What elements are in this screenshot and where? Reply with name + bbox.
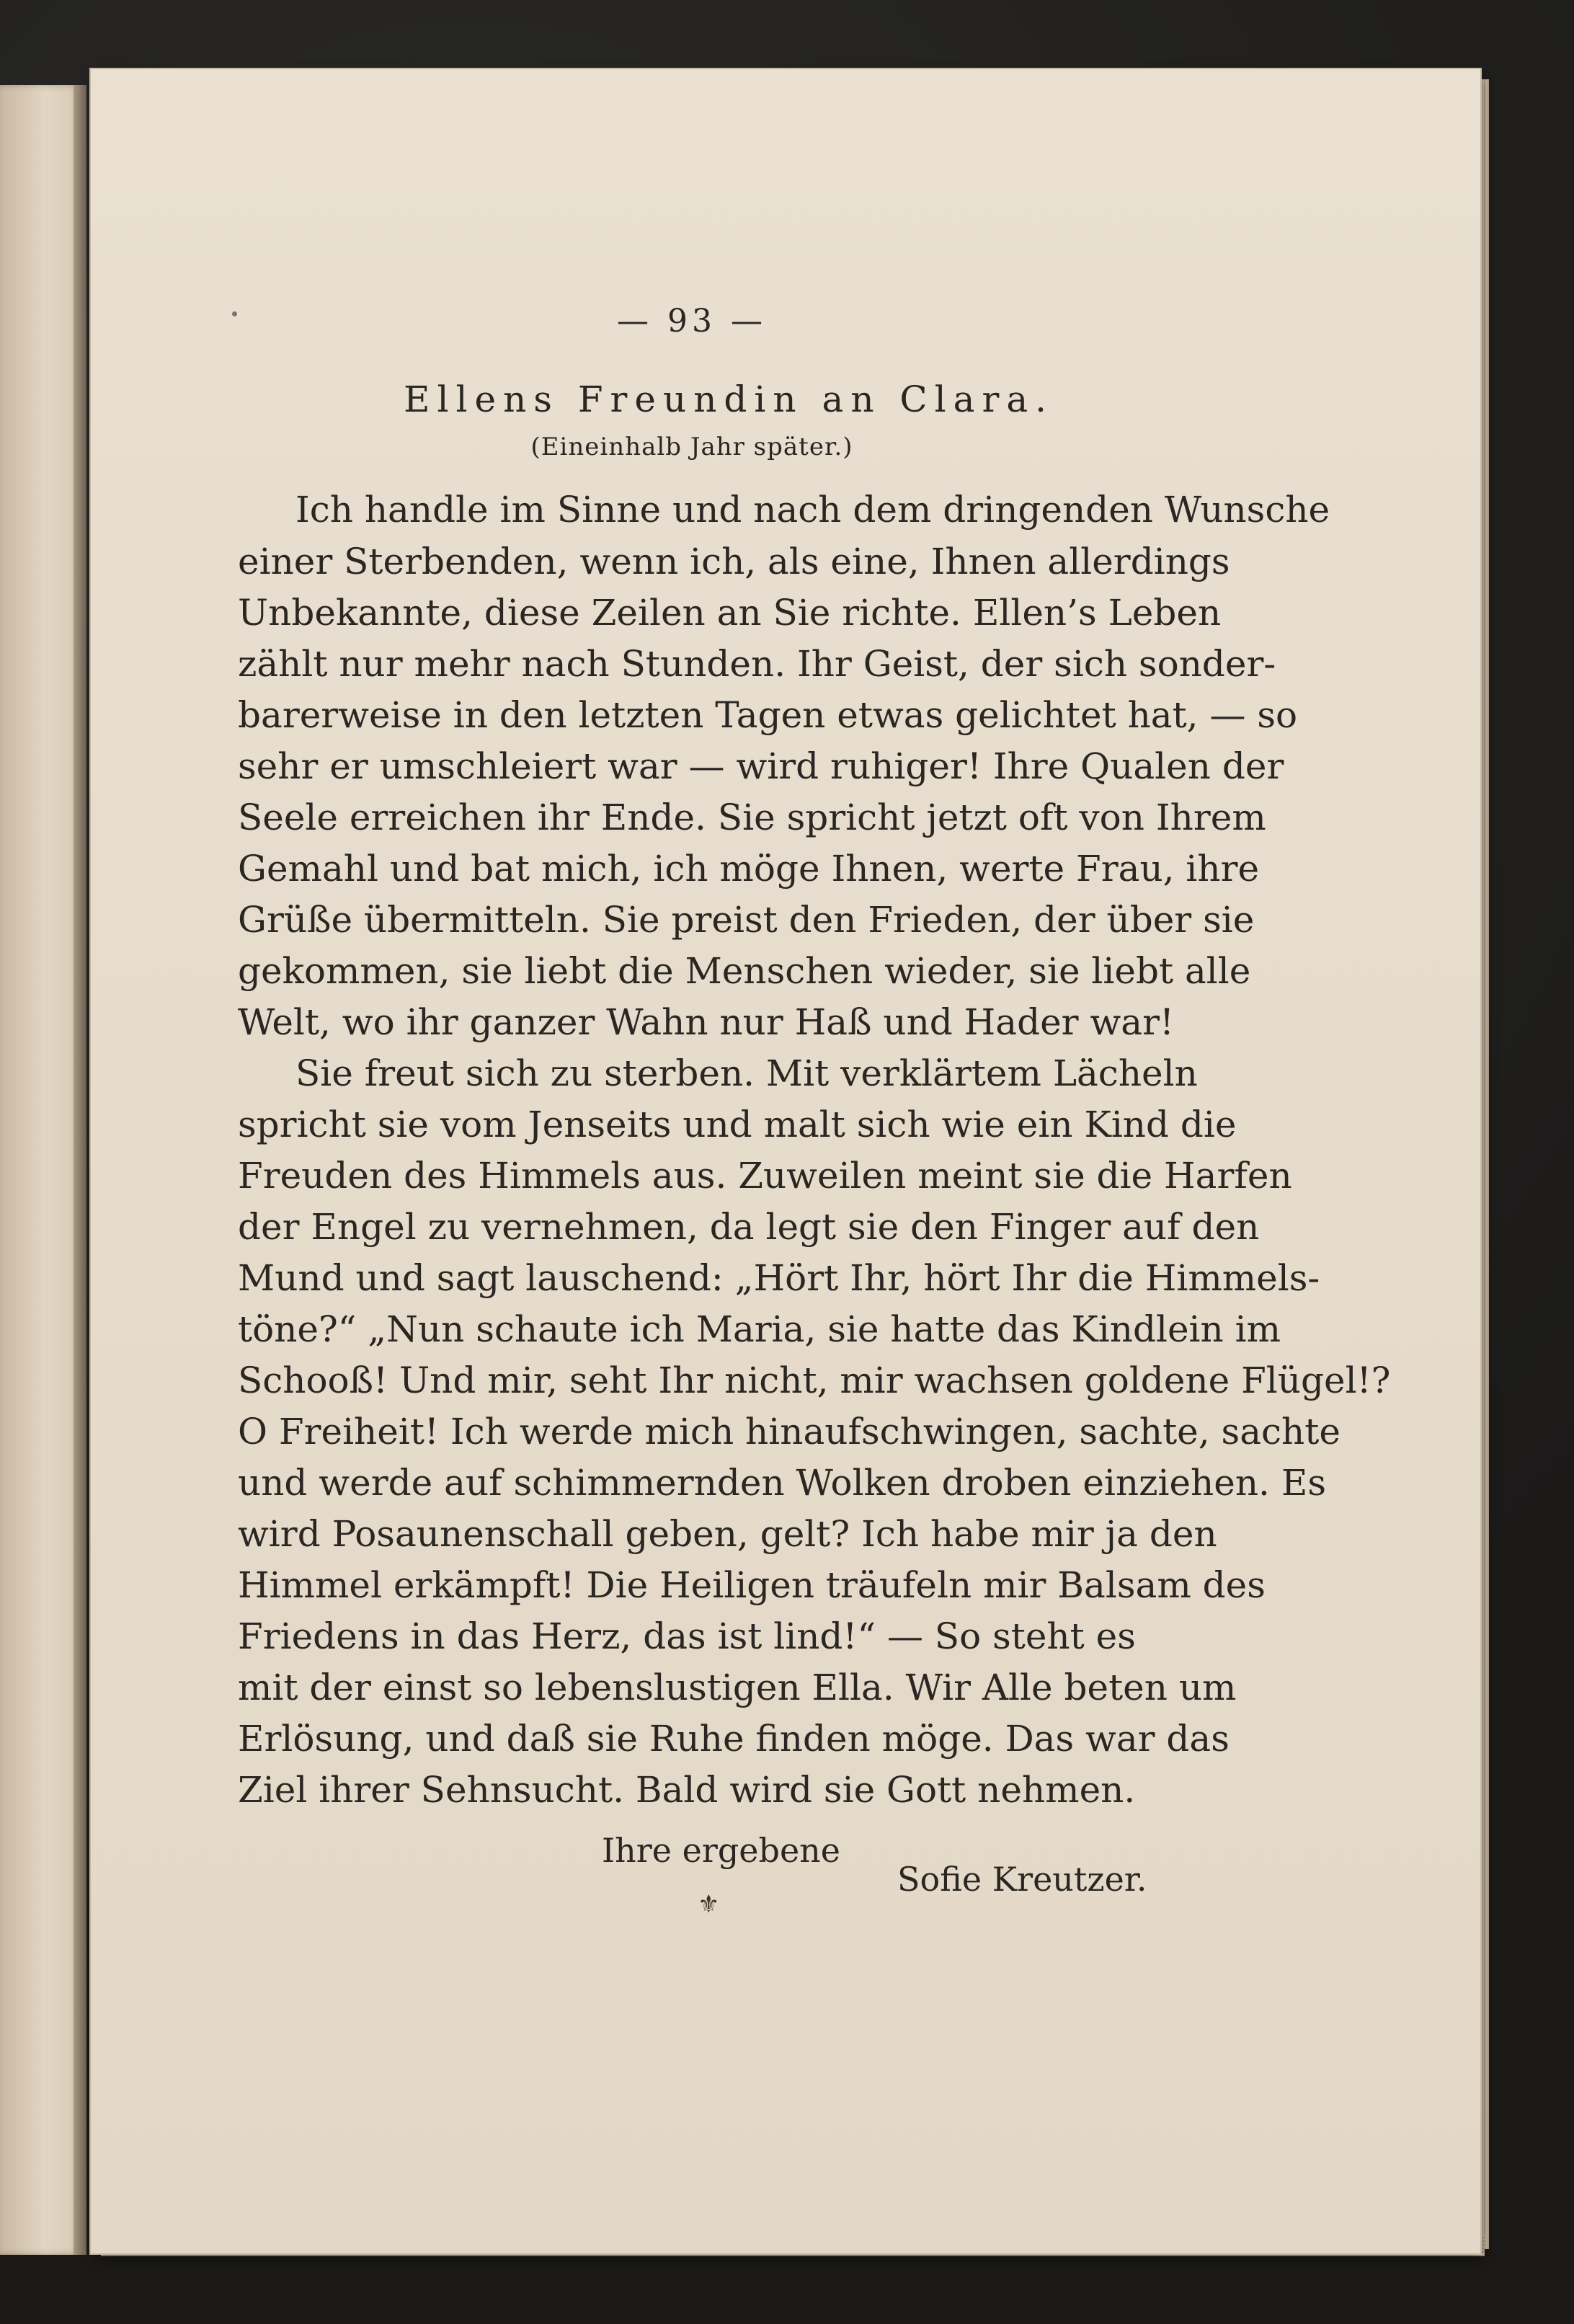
body-line: spricht sie vom Jenseits und malt sich wie ein Kind die [238, 1104, 1237, 1145]
body-line: sehr er umschleiert war — wird ruhiger! Ihre Qualen der [238, 745, 1284, 787]
body-line: gekommen, sie liebt die Menschen wieder, sie liebt alle [238, 950, 1251, 992]
body-line: Welt, wo ihr ganzer Wahn nur Haß und Hader war! [238, 1001, 1175, 1043]
letter-subheading: (Eineinhalb Jahr später.) [530, 433, 853, 461]
ornament-icon: ⚜ [698, 1890, 720, 1919]
body-line: zählt nur mehr nach Stunden. Ihr Geist, der sich sonder- [238, 643, 1276, 685]
body-line: Sie freut sich zu sterben. Mit verklärtem Lächeln [295, 1052, 1198, 1094]
body-line: Freuden des Himmels aus. Zuweilen meint sie die Harfen [238, 1155, 1292, 1197]
body-line: mit der einst so lebenslustigen Ella. Wir Alle beten um [238, 1667, 1237, 1708]
body-line: wird Posaunenschall geben, gelt? Ich habe mir ja den [238, 1513, 1217, 1555]
letter-signature: Sofie Kreutzer. [897, 1860, 1147, 1899]
body-line: Schooß! Und mir, seht Ihr nicht, mir wachsen goldene Flügel!? [238, 1360, 1391, 1401]
body-line: einer Sterbenden, wenn ich, als eine, Ihnen allerdings [238, 541, 1230, 582]
body-line: barerweise in den letzten Tagen etwas gelichtet hat, — so [238, 694, 1298, 736]
body-line: töne?“ „Nun schaute ich Maria, sie hatte das Kindlein im [238, 1308, 1281, 1350]
body-line: Erlösung, und daß sie Ruhe finden möge. Das war das [238, 1718, 1230, 1760]
body-line: Himmel erkämpft! Die Heiligen träufeln mir Balsam des [238, 1564, 1266, 1606]
book-gutter [74, 85, 86, 2255]
body-line: Unbekannte, diese Zeilen an Sie richte. Ellen’s Leben [238, 592, 1222, 634]
body-line: und werde auf schimmernden Wolken droben einziehen. Es [238, 1462, 1326, 1504]
body-line: Ich handle im Sinne und nach dem dringenden Wunsche [295, 489, 1330, 531]
body-line: Friedens in das Herz, das ist lind!“ — So steht es [238, 1615, 1136, 1657]
previous-page-edge [0, 85, 81, 2255]
letter-heading: Ellens Freundin an Clara. [404, 378, 1054, 420]
body-line: O Freiheit! Ich werde mich hinaufschwingen, sachte, sachte [238, 1411, 1340, 1452]
body-line: Seele erreichen ihr Ende. Sie spricht jetzt oft von Ihrem [238, 797, 1266, 838]
page-number: — 93 — [617, 303, 767, 340]
body-line: Mund und sagt lauschend: „Hört Ihr, hört Ihr die Himmels- [238, 1257, 1320, 1299]
body-line: Ziel ihrer Sehnsucht. Bald wird sie Gott nehmen. [238, 1769, 1136, 1811]
letter-closing: Ihre ergebene [602, 1831, 841, 1870]
body-line: Grüße übermitteln. Sie preist den Frieden, der über sie [238, 899, 1255, 941]
paper-speck [232, 311, 237, 316]
body-line: Gemahl und bat mich, ich möge Ihnen, werte Frau, ihre [238, 848, 1260, 890]
body-line: der Engel zu vernehmen, da legt sie den Finger auf den [238, 1206, 1260, 1248]
